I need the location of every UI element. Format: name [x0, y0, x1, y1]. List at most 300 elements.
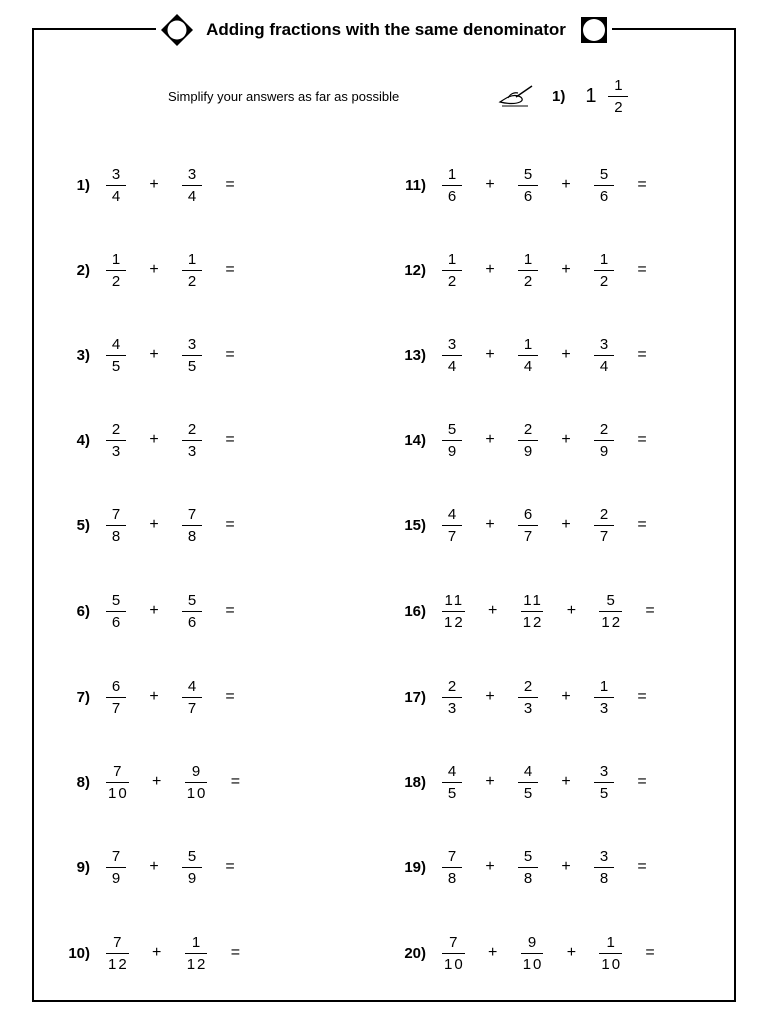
numerator: 11: [523, 591, 543, 609]
fraction: [104, 421, 128, 460]
numerator: 5: [599, 165, 611, 183]
numerator: 5: [606, 591, 617, 609]
problem-number: 9): [76, 858, 90, 876]
problem-number: 12): [404, 261, 426, 279]
fraction: [180, 251, 204, 290]
fraction: [592, 678, 616, 717]
numerator: 7: [111, 505, 123, 523]
fraction: [516, 251, 540, 290]
denominator: 7: [111, 699, 123, 717]
denominator: 10: [444, 955, 465, 973]
fraction-bar: [442, 782, 462, 783]
fraction: [516, 763, 540, 802]
equals-sign: =: [637, 516, 647, 533]
fraction: [180, 421, 204, 460]
plus-sign: +: [485, 858, 495, 875]
denominator: 6: [187, 613, 199, 631]
fraction-bar: [442, 953, 465, 954]
fraction: [516, 336, 540, 375]
problem-row: [60, 931, 261, 975]
fraction: [440, 592, 467, 631]
plus-sign: +: [561, 431, 571, 448]
denominator: 3: [111, 442, 123, 460]
plus-sign: +: [561, 516, 571, 533]
fraction: [180, 166, 204, 205]
denominator: 12: [522, 613, 544, 631]
fraction: [440, 166, 464, 205]
plus-sign: +: [488, 944, 498, 961]
equals-sign: =: [637, 176, 647, 193]
fraction: [592, 421, 616, 460]
numerator: 4: [523, 762, 535, 780]
plus-sign: +: [566, 602, 577, 619]
fraction: [104, 848, 128, 887]
fraction: [516, 678, 540, 717]
numerator: 1: [447, 250, 459, 268]
numerator: 4: [187, 677, 199, 695]
problem-row: [60, 503, 256, 547]
denominator: 10: [186, 784, 208, 802]
fraction: [592, 506, 616, 545]
denominator: 7: [447, 527, 459, 545]
problem-row: [396, 845, 668, 889]
equals-sign: =: [225, 346, 235, 363]
numerator: 1: [599, 250, 611, 268]
fraction: [104, 166, 128, 205]
fraction-bar: [106, 611, 126, 612]
plus-sign: +: [561, 261, 571, 278]
numerator: 1: [523, 335, 535, 353]
denominator: 3: [447, 699, 459, 717]
denominator: 2: [111, 272, 123, 290]
problem-number: 16): [404, 602, 426, 620]
problem-row: [60, 163, 256, 207]
fraction: [440, 336, 464, 375]
fraction: [440, 763, 464, 802]
numerator: 6: [523, 505, 535, 523]
equals-sign: =: [645, 602, 655, 619]
example-label: 1): [552, 87, 566, 105]
problem-row: [396, 248, 668, 292]
fraction-bar: [594, 270, 614, 271]
plus-sign: +: [561, 858, 571, 875]
fraction-bar: [518, 185, 538, 186]
equals-sign: =: [637, 858, 647, 875]
plus-sign: +: [488, 602, 498, 619]
fraction-bar: [106, 867, 126, 868]
fraction: [440, 421, 464, 460]
problem-row: [396, 931, 676, 975]
fraction: [440, 678, 464, 717]
problem-number: 17): [404, 688, 426, 706]
numerator: 4: [447, 762, 459, 780]
problem-row: [60, 418, 256, 462]
numerator: 7: [449, 933, 460, 951]
equals-sign: =: [645, 944, 655, 961]
problem-row: [396, 675, 668, 719]
fraction-bar: [182, 270, 202, 271]
problem-number: 11): [405, 176, 426, 194]
denominator: 5: [187, 357, 199, 375]
denominator: 9: [523, 442, 535, 460]
denominator: 8: [187, 527, 199, 545]
numerator: 3: [447, 335, 459, 353]
denominator: 3: [523, 699, 535, 717]
fraction-bar: [518, 867, 538, 868]
fraction-bar: [594, 355, 614, 356]
denominator: 2: [523, 272, 535, 290]
equals-sign: =: [637, 688, 647, 705]
fraction: [516, 421, 540, 460]
problem-number: 18): [404, 773, 426, 791]
numerator: 3: [111, 165, 123, 183]
fraction: [516, 166, 540, 205]
fraction-bar: [185, 953, 208, 954]
problem-row: [60, 248, 256, 292]
fraction-bar: [594, 440, 614, 441]
numerator: 11: [444, 591, 465, 609]
fraction: [104, 678, 128, 717]
denominator: 4: [187, 187, 199, 205]
fraction-bar: [594, 782, 614, 783]
numerator: 5: [111, 591, 123, 609]
fraction-bar: [106, 440, 126, 441]
fraction-bar: [442, 867, 462, 868]
equals-sign: =: [637, 773, 647, 790]
header: [0, 14, 768, 46]
fraction-bar: [518, 440, 538, 441]
numerator: 1: [191, 933, 203, 951]
problem-row: [396, 418, 668, 462]
plus-sign: +: [485, 516, 495, 533]
fraction: [519, 592, 546, 631]
rounded-square-icon: [580, 16, 608, 44]
fraction-bar: [106, 697, 126, 698]
writing-hand-icon: [498, 84, 534, 108]
fraction-bar: [594, 185, 614, 186]
plus-sign: +: [149, 858, 159, 875]
numerator: 1: [523, 250, 535, 268]
numerator: 7: [187, 505, 199, 523]
problem-number: 13): [404, 346, 426, 364]
denominator: 5: [523, 784, 535, 802]
problem-number: 8): [76, 773, 90, 791]
fraction-bar: [599, 953, 622, 954]
fraction: [597, 934, 624, 973]
fraction: [180, 506, 204, 545]
fraction-bar: [182, 355, 202, 356]
fraction-bar: [182, 867, 202, 868]
fraction-bar: [182, 440, 202, 441]
problem-row: [60, 333, 256, 377]
plus-sign: +: [485, 346, 495, 363]
equals-sign: =: [225, 688, 235, 705]
numerator: 1: [111, 250, 123, 268]
instructions: Simplify your answers as far as possible: [168, 89, 400, 104]
denominator: 10: [108, 784, 129, 802]
problem-number: 1): [76, 176, 90, 194]
fraction-bar: [521, 953, 544, 954]
denominator: 12: [444, 613, 465, 631]
numerator: 5: [187, 591, 199, 609]
problem-row: [60, 589, 256, 633]
example-fraction: [606, 77, 630, 116]
equals-sign: =: [225, 261, 235, 278]
numerator: 4: [447, 505, 459, 523]
numerator: 7: [113, 762, 124, 780]
numerator: 3: [187, 165, 199, 183]
fraction: [592, 251, 616, 290]
denominator: 10: [522, 955, 544, 973]
denominator: 3: [599, 699, 611, 717]
fraction: [180, 678, 204, 717]
denominator: 4: [523, 357, 535, 375]
denominator: 2: [447, 272, 459, 290]
fraction-bar: [442, 185, 462, 186]
fraction-bar: [518, 525, 538, 526]
fraction-bar: [442, 525, 462, 526]
plus-sign: +: [485, 261, 495, 278]
problem-number: 7): [76, 688, 90, 706]
plus-sign: +: [485, 773, 495, 790]
denominator: 9: [187, 869, 199, 887]
denominator: 6: [523, 187, 535, 205]
fraction: [104, 592, 128, 631]
diamond-icon: [160, 13, 194, 47]
fraction-bar: [182, 611, 202, 612]
plus-sign: +: [149, 346, 159, 363]
fraction: [592, 763, 616, 802]
denominator: 6: [111, 613, 123, 631]
problem-number: 6): [76, 602, 90, 620]
denominator: 8: [447, 869, 459, 887]
numerator: 7: [111, 847, 123, 865]
plus-sign: +: [149, 431, 159, 448]
denominator: 5: [447, 784, 459, 802]
fraction-bar: [518, 697, 538, 698]
denominator: 8: [599, 869, 611, 887]
fraction-bar: [106, 270, 126, 271]
fraction: [180, 592, 204, 631]
denominator: 8: [523, 869, 535, 887]
fraction-bar: [442, 697, 462, 698]
plus-sign: +: [152, 944, 162, 961]
problem-number: 15): [404, 516, 426, 534]
page-title: Adding fractions with the same denominator: [206, 20, 566, 39]
plus-sign: +: [485, 688, 495, 705]
plus-sign: +: [149, 688, 159, 705]
fraction-bar: [182, 185, 202, 186]
denominator: 3: [187, 442, 199, 460]
fraction-bar: [442, 355, 462, 356]
denominator: 4: [111, 187, 123, 205]
title-box: [156, 13, 612, 47]
fraction-bar: [518, 782, 538, 783]
example-answer: [498, 74, 630, 118]
denominator: 6: [599, 187, 611, 205]
numerator: 3: [599, 847, 611, 865]
numerator: 3: [187, 335, 199, 353]
fraction-bar: [608, 96, 628, 97]
fraction-bar: [518, 355, 538, 356]
denominator: 12: [108, 955, 129, 973]
equals-sign: =: [637, 346, 647, 363]
problem-row: [396, 503, 668, 547]
denominator: 4: [447, 357, 459, 375]
fraction-bar: [182, 525, 202, 526]
denominator: 8: [111, 527, 123, 545]
fraction: [183, 763, 210, 802]
fraction: [440, 848, 464, 887]
fraction: [440, 934, 467, 973]
fraction: [104, 336, 128, 375]
numerator: 1: [614, 76, 625, 94]
numerator: 2: [599, 420, 611, 438]
fraction-bar: [182, 697, 202, 698]
problem-row: [396, 589, 676, 633]
denominator: 12: [186, 955, 208, 973]
numerator: 4: [111, 335, 123, 353]
problem-number: 4): [76, 431, 90, 449]
equals-sign: =: [225, 858, 235, 875]
plus-sign: +: [485, 176, 495, 193]
fraction-bar: [518, 270, 538, 271]
fraction-bar: [442, 611, 465, 612]
plus-sign: +: [566, 944, 577, 961]
plus-sign: +: [561, 346, 571, 363]
problem-number: 20): [404, 944, 426, 962]
fraction: [592, 336, 616, 375]
fraction-bar: [106, 782, 129, 783]
problem-number: 5): [76, 516, 90, 534]
fraction-bar: [106, 355, 126, 356]
equals-sign: =: [225, 176, 235, 193]
problem-number: 3): [76, 346, 90, 364]
denominator: 10: [601, 955, 623, 973]
denominator: 9: [599, 442, 611, 460]
example-whole: 1: [585, 84, 597, 107]
fraction-bar: [594, 525, 614, 526]
problem-number: 2): [76, 261, 90, 279]
problem-number: 19): [404, 858, 426, 876]
numerator: 5: [447, 420, 459, 438]
plus-sign: +: [149, 261, 159, 278]
fraction: [104, 506, 128, 545]
fraction-bar: [106, 525, 126, 526]
equals-sign: =: [637, 261, 647, 278]
problem-row: [60, 760, 261, 804]
equals-sign: =: [225, 516, 235, 533]
fraction: [180, 336, 204, 375]
problem-number: 10): [68, 944, 90, 962]
problem-row: [60, 675, 256, 719]
problem-row: [396, 163, 668, 207]
plus-sign: +: [149, 176, 159, 193]
fraction: [592, 848, 616, 887]
plus-sign: +: [561, 176, 571, 193]
denominator: 7: [599, 527, 611, 545]
fraction: [104, 763, 131, 802]
fraction-bar: [106, 185, 126, 186]
numerator: 5: [523, 165, 535, 183]
fraction-bar: [521, 611, 544, 612]
numerator: 3: [599, 762, 611, 780]
fraction-bar: [594, 867, 614, 868]
plus-sign: +: [561, 773, 571, 790]
fraction-bar: [185, 782, 208, 783]
fraction: [104, 934, 131, 973]
denominator: 5: [599, 784, 611, 802]
equals-sign: =: [637, 431, 647, 448]
problem-number: 14): [404, 431, 426, 449]
numerator: 7: [447, 847, 459, 865]
denominator: 7: [187, 699, 199, 717]
fraction: [440, 506, 464, 545]
plus-sign: +: [149, 516, 159, 533]
fraction-bar: [106, 953, 129, 954]
numerator: 2: [599, 505, 611, 523]
fraction: [516, 506, 540, 545]
plus-sign: +: [152, 773, 162, 790]
denominator: 6: [447, 187, 459, 205]
denominator: 9: [111, 869, 123, 887]
numerator: 6: [111, 677, 123, 695]
numerator: 3: [599, 335, 611, 353]
fraction: [516, 848, 540, 887]
denominator: 2: [599, 272, 611, 290]
numerator: 2: [523, 677, 535, 695]
denominator: 5: [111, 357, 123, 375]
fraction: [104, 251, 128, 290]
problem-row: [396, 760, 668, 804]
numerator: 7: [113, 933, 124, 951]
denominator: 2: [187, 272, 199, 290]
numerator: 1: [599, 677, 611, 695]
numerator: 9: [191, 762, 203, 780]
plus-sign: +: [485, 431, 495, 448]
denominator: 12: [601, 613, 623, 631]
fraction: [592, 166, 616, 205]
fraction: [440, 251, 464, 290]
fraction: [519, 934, 546, 973]
numerator: 5: [187, 847, 199, 865]
problem-row: [396, 333, 668, 377]
denominator: 4: [599, 357, 611, 375]
equals-sign: =: [225, 431, 235, 448]
equals-sign: =: [225, 602, 235, 619]
numerator: 1: [447, 165, 459, 183]
equals-sign: =: [230, 944, 241, 961]
numerator: 2: [187, 420, 199, 438]
denominator: 9: [447, 442, 459, 460]
numerator: 2: [447, 677, 459, 695]
denominator: 7: [523, 527, 535, 545]
plus-sign: +: [149, 602, 159, 619]
fraction: [183, 934, 210, 973]
numerator: 2: [111, 420, 123, 438]
numerator: 9: [527, 933, 539, 951]
numerator: 2: [523, 420, 535, 438]
fraction-bar: [594, 697, 614, 698]
numerator: 5: [523, 847, 535, 865]
plus-sign: +: [561, 688, 571, 705]
fraction: [180, 848, 204, 887]
fraction-bar: [599, 611, 622, 612]
denominator: 2: [614, 98, 625, 116]
numerator: 1: [606, 933, 617, 951]
fraction: [597, 592, 624, 631]
numerator: 1: [187, 250, 199, 268]
